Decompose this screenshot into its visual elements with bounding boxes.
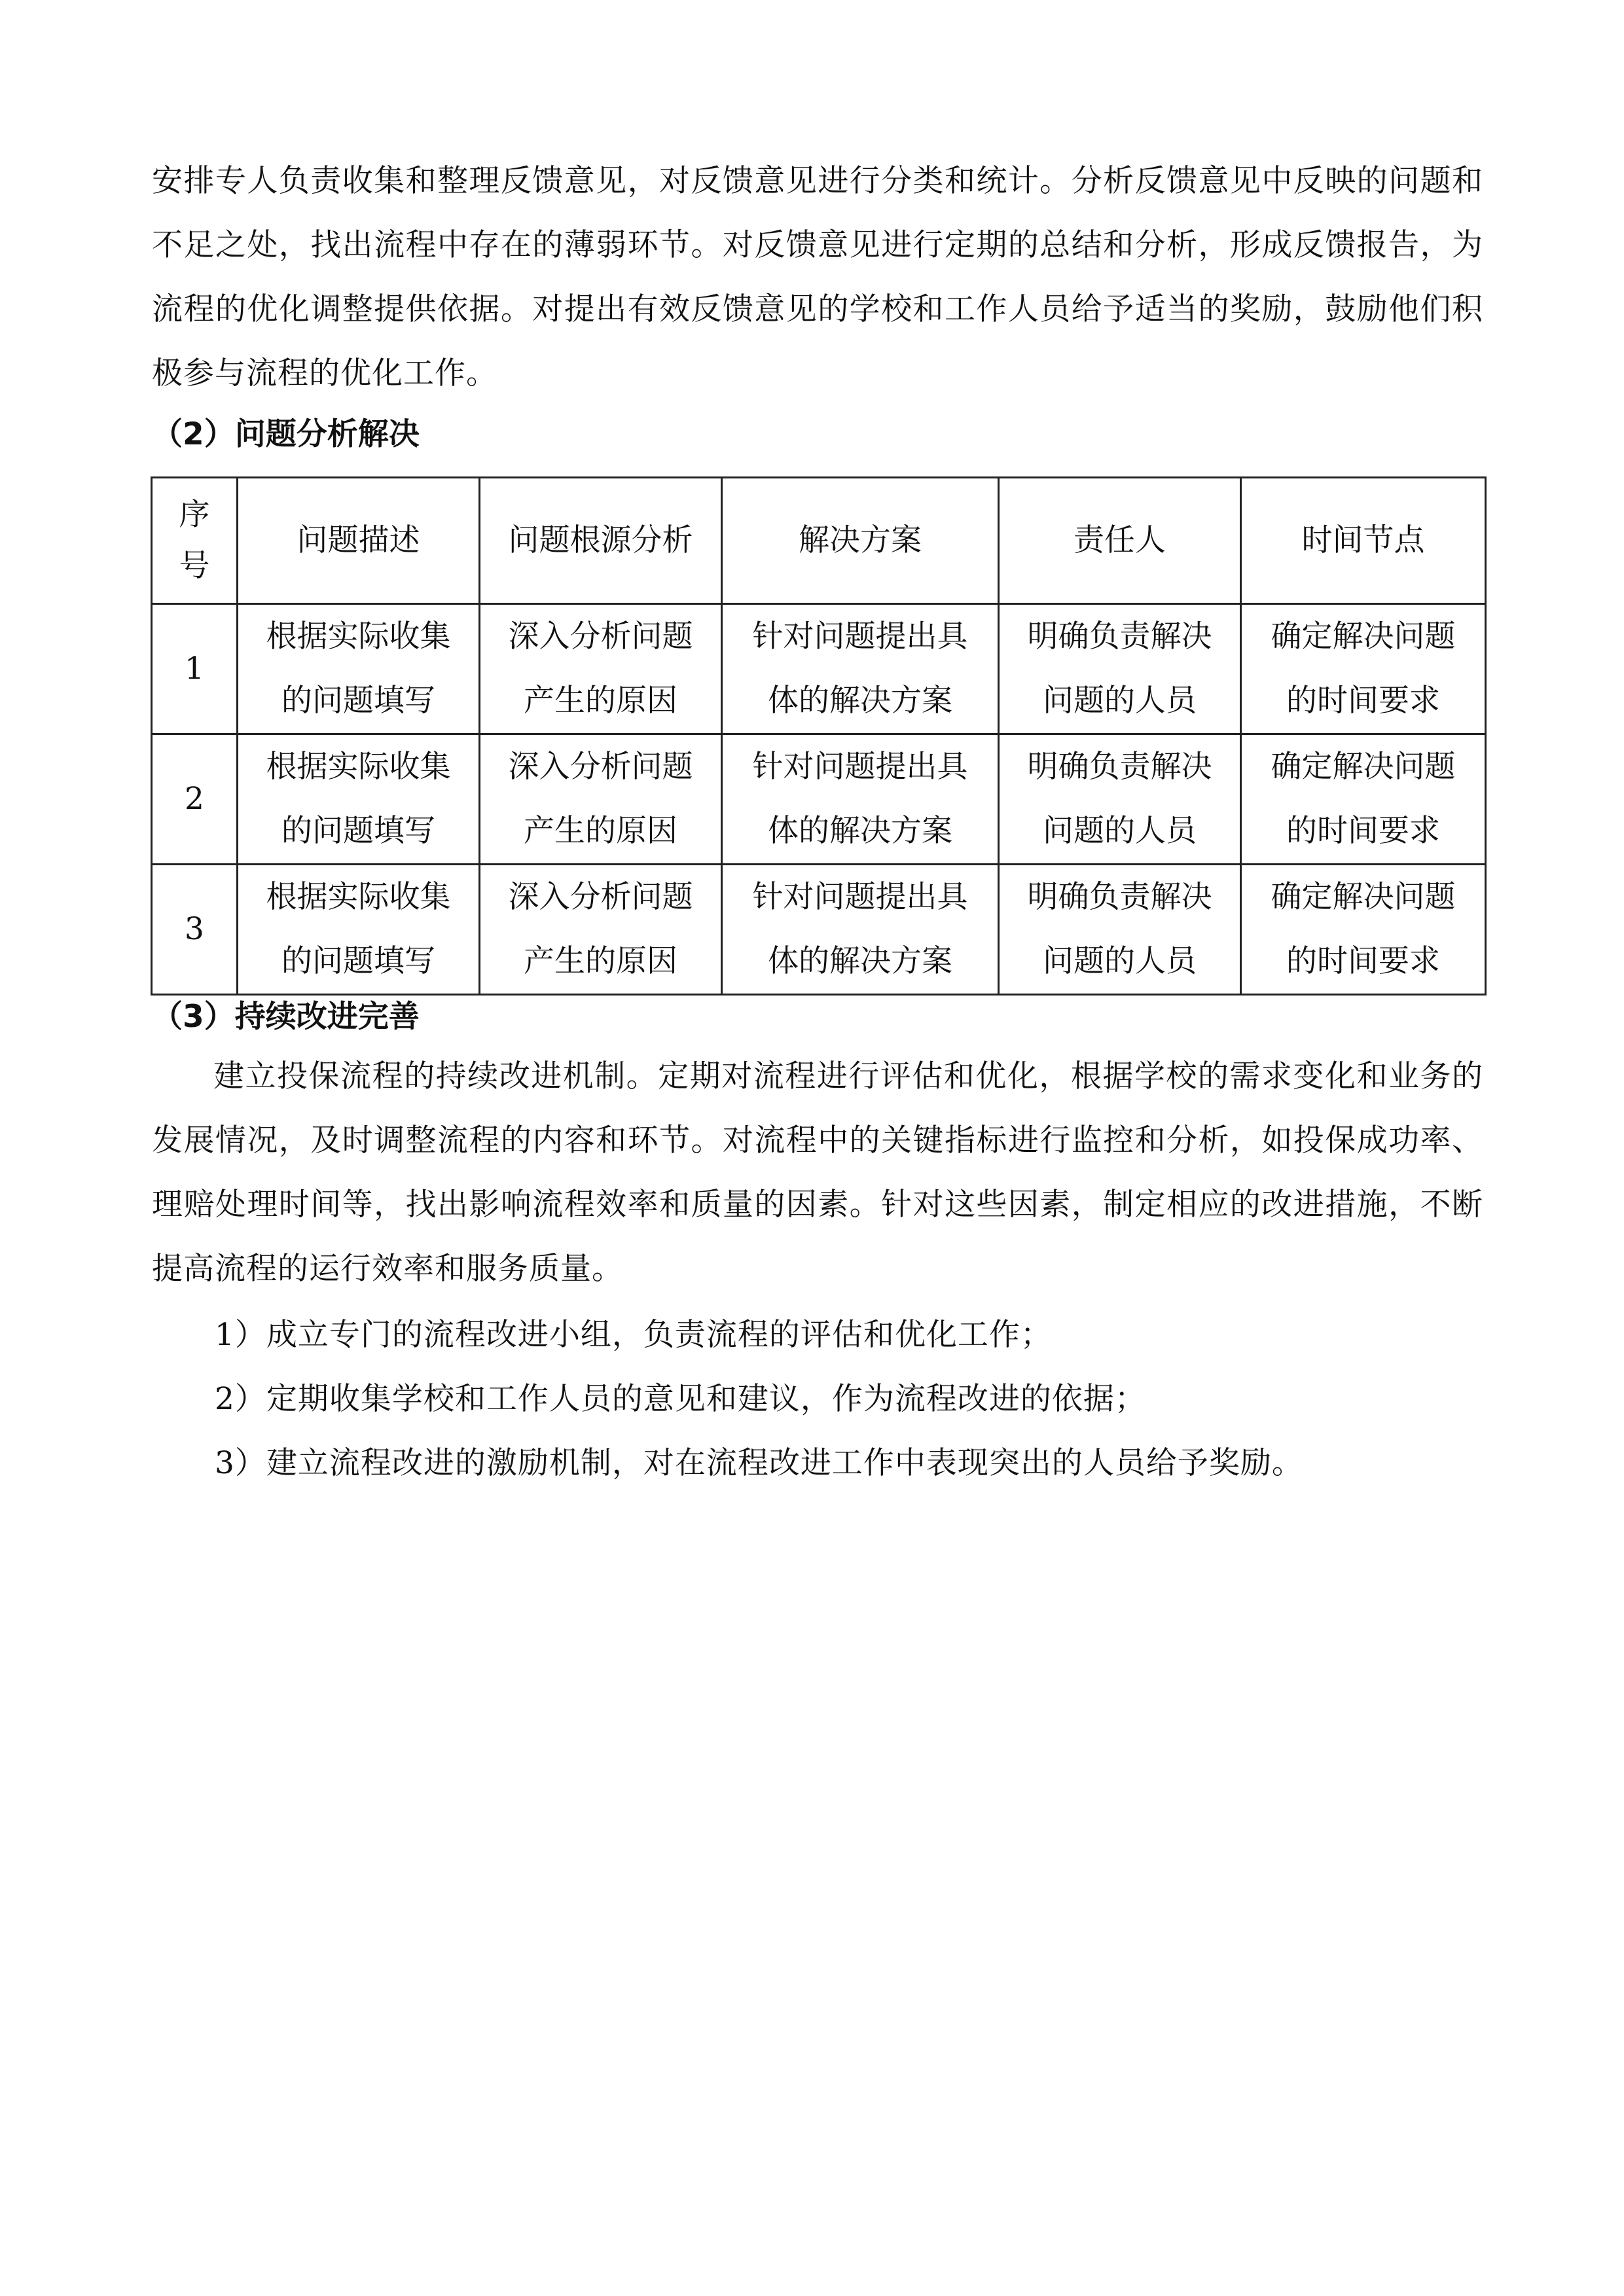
- cell-description-text: 根据实际收集的问题填写: [266, 879, 451, 979]
- cell-solution: [722, 604, 999, 734]
- header-description: 问题描述: [238, 478, 480, 604]
- section-heading-problem-analysis: （2）问题分析解决: [152, 416, 420, 452]
- cell-solution: [722, 734, 999, 865]
- cell-description-text: 根据实际收集的问题填写: [266, 619, 451, 719]
- cell-description-text: 根据实际收集的问题填写: [266, 749, 451, 849]
- cell-seq: 1: [152, 604, 238, 734]
- cell-description: [238, 734, 480, 865]
- cell-root-cause-text: 深入分析问题产生的原因: [508, 619, 693, 719]
- cell-description: [238, 865, 480, 995]
- cell-solution-text: 针对问题提出具体的解决方案: [752, 879, 968, 979]
- table-row: [152, 734, 1486, 865]
- header-seq-label: 序号: [179, 497, 210, 584]
- header-owner: 责任人: [999, 478, 1241, 604]
- cell-deadline-text: 确定解决问题的时间要求: [1271, 619, 1456, 719]
- intro-paragraph: 安排专人负责收集和整理反馈意见，对反馈意见进行分类和统计。分析反馈意见中反映的问题和不足之处，找出流程中存在的薄弱环节。对反馈意见进行定期的总结和分析，形成反馈报告，为流程的优化调整提供依据。对提出有效反馈意见的学校和工作人员给予适当的奖励，鼓励他们积极参与流程的优化工作。: [152, 163, 1483, 391]
- table-row: [152, 865, 1486, 995]
- header-seq: [152, 478, 238, 604]
- table-row: [152, 604, 1486, 734]
- cell-root-cause: [480, 604, 722, 734]
- cell-root-cause-text: 深入分析问题产生的原因: [508, 879, 693, 979]
- cell-owner: [999, 604, 1241, 734]
- list-item: 3）建立流程改进的激励机制，对在流程改进工作中表现突出的人员给予奖励。: [215, 1445, 1303, 1481]
- problem-analysis-table: [151, 476, 1487, 996]
- cell-solution: [722, 865, 999, 995]
- header-solution: 解决方案: [722, 478, 999, 604]
- table-header-row: [152, 478, 1486, 604]
- cell-deadline: [1241, 734, 1486, 865]
- cell-description: [238, 604, 480, 734]
- cell-deadline-text: 确定解决问题的时间要求: [1271, 749, 1456, 849]
- cell-seq: 2: [152, 734, 238, 865]
- cell-solution-text: 针对问题提出具体的解决方案: [752, 619, 968, 719]
- cell-owner-text: 明确负责解决问题的人员: [1027, 619, 1212, 719]
- header-root-cause: 问题根源分析: [480, 478, 722, 604]
- cell-owner: [999, 865, 1241, 995]
- cell-seq: 3: [152, 865, 238, 995]
- header-deadline: 时间节点: [1241, 478, 1486, 604]
- cell-root-cause: [480, 865, 722, 995]
- cell-root-cause-text: 深入分析问题产生的原因: [508, 749, 693, 849]
- list-item: 2）定期收集学校和工作人员的意见和建议，作为流程改进的依据；: [215, 1381, 1146, 1417]
- cell-root-cause: [480, 734, 722, 865]
- cell-deadline: [1241, 604, 1486, 734]
- cell-solution-text: 针对问题提出具体的解决方案: [752, 749, 968, 849]
- cell-owner: [999, 734, 1241, 865]
- list-item: 1）成立专门的流程改进小组，负责流程的评估和优化工作；: [215, 1317, 1052, 1353]
- cell-deadline: [1241, 865, 1486, 995]
- cell-owner-text: 明确负责解决问题的人员: [1027, 879, 1212, 979]
- cell-deadline-text: 确定解决问题的时间要求: [1271, 879, 1456, 979]
- cell-owner-text: 明确负责解决问题的人员: [1027, 749, 1212, 849]
- section-heading-continuous-improvement: （3）持续改进完善: [152, 999, 420, 1035]
- section3-paragraph: 建立投保流程的持续改进机制。定期对流程进行评估和优化，根据学校的需求变化和业务的发展情况，及时调整流程的内容和环节。对流程中的关键指标进行监控和分析，如投保成功率、理赔处理时间等，找出影响流程效率和质量的因素。针对这些因素，制定相应的改进措施，不断提高流程的运行效率和服务质量。: [152, 1058, 1483, 1287]
